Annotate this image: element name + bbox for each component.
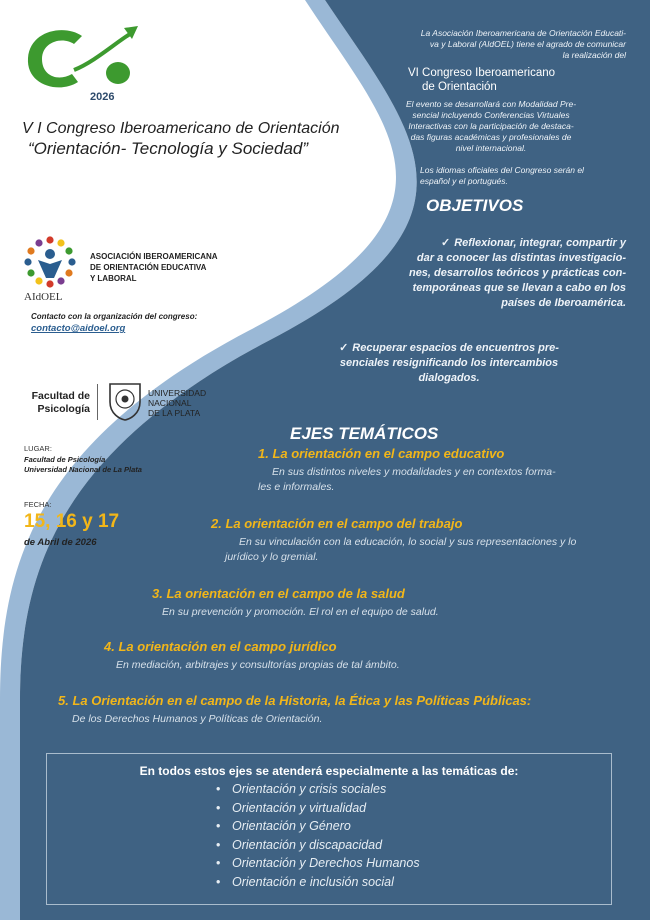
eje-desc-line: En su prevención y promoción. El rol en el equipo de salud. <box>162 606 439 618</box>
ejes-heading: EJES TEMÁTICOS <box>290 424 439 443</box>
intro-text <box>364 28 626 61</box>
intro-languages <box>400 165 600 187</box>
o-letter-shape <box>106 62 130 84</box>
unlp-seal-icon <box>106 380 144 422</box>
bullet-icon: • <box>216 874 221 889</box>
association-name-line: Y LABORAL <box>90 274 137 283</box>
checkmark-icon: ✓ <box>440 237 451 249</box>
list-item: • Orientación e inclusión social <box>216 873 516 892</box>
intro-lang-line: español y el portugués. <box>420 176 508 186</box>
eje-title: 2. La orientación en el campo del trabajo <box>211 516 463 531</box>
ring-orange-dot <box>65 269 72 276</box>
university-name-line: NACIONAL <box>148 398 192 408</box>
eje-desc-line: En sus distintos niveles y modalidades y en contextos forma- <box>272 466 556 478</box>
eje-title: 3. La orientación en el campo de la salud <box>152 586 405 601</box>
university-name-line: UNIVERSIDAD <box>148 388 207 398</box>
ring-purple-dot <box>57 277 64 284</box>
intro-desc-line: nivel internacional. <box>455 143 527 153</box>
checkmark-icon: ✓ <box>339 342 349 354</box>
lugar-value <box>24 455 224 475</box>
eje-desc-line: En mediación, arbitrajes y consultorías propias de tal ámbito. <box>116 659 400 671</box>
ring-yellow-dot <box>57 239 64 246</box>
bullet-icon: • <box>216 856 221 870</box>
eje-description <box>58 712 578 727</box>
eje-desc-line: les e informales. <box>258 481 335 493</box>
intro-lang-line: Los idiomas oficiales del Congreso serán el <box>420 165 584 175</box>
ring-blue-dot-2 <box>24 258 31 265</box>
ring-red-dot-2 <box>46 280 53 287</box>
eje-desc-line: jurídico y lo gremial. <box>225 551 319 563</box>
contact-label: Contacto con la organización del congreso: <box>31 312 198 321</box>
congress-motto: “Orientación- Tecnología y Sociedad” <box>28 139 309 158</box>
eje-title: 4. La orientación en el campo jurídico <box>104 639 337 654</box>
list-item: • Orientación y virtualidad <box>216 799 516 818</box>
objetivo-line: países de Iberoamérica. <box>501 297 626 309</box>
lugar-label: LUGAR: <box>24 444 52 453</box>
intro-line: La Asociación Iberoamericana de Orientación Educati- <box>420 28 626 38</box>
eje-title: 1. La orientación en el campo educativo <box>258 446 505 461</box>
faculty-name <box>22 390 90 416</box>
ring-red-dot <box>46 236 53 243</box>
ring-orange-dot-2 <box>27 247 34 254</box>
aidoel-logo <box>24 236 76 288</box>
lugar-line: Universidad Nacional de La Plata <box>24 465 142 474</box>
ring-purple-dot-2 <box>35 239 42 246</box>
objetivo-item <box>286 236 626 311</box>
eje-desc-line: En su vinculación con la educación, lo social y sus representaciones y lo <box>239 536 577 548</box>
university-name-line: DE LA PLATA <box>148 408 201 418</box>
eje-description <box>152 605 612 620</box>
list-item: • Orientación y Género <box>216 817 516 836</box>
aidoel-logo-text: AIdOEL <box>24 291 63 303</box>
fecha-label: FECHA: <box>24 500 52 509</box>
intro-title-line: VI Congreso Iberoamericano <box>408 67 556 79</box>
objetivo-line: dialogados. <box>418 372 480 384</box>
fecha-days: 15, 16 y 17 <box>24 511 120 532</box>
intro-congress-title <box>380 66 590 94</box>
figure-head-icon <box>45 249 55 259</box>
university-name <box>148 388 228 418</box>
intro-description <box>360 99 622 154</box>
intro-desc-line: sencial incluyendo Conferencias Virtuales <box>412 110 570 120</box>
contact-email-link[interactable]: contacto@aidoel.org <box>31 323 126 334</box>
eje-description <box>104 658 604 673</box>
bullet-icon: • <box>216 837 221 852</box>
lugar-line: Facultad de Psicología <box>24 455 106 464</box>
intro-desc-line: Interactivas con la participación de destaca- <box>408 121 574 131</box>
figure-body-icon <box>38 260 62 278</box>
objetivo-item <box>284 341 614 386</box>
intro-title-line: de Orientación <box>422 81 497 93</box>
ring-blue-dot <box>68 258 75 265</box>
ring-green-dot-2 <box>27 269 34 276</box>
intro-line: la realización del <box>562 50 626 60</box>
faculty-name-line: Facultad de <box>31 390 90 402</box>
association-name <box>90 251 240 284</box>
faculty-name-line: Psicología <box>37 403 90 415</box>
c-letter-shape <box>28 30 82 87</box>
association-name-line: DE ORIENTACIÓN EDUCATIVA <box>90 263 207 272</box>
bullet-icon: • <box>216 800 221 815</box>
bullet-icon: • <box>216 782 221 796</box>
tematicas-list <box>216 780 516 891</box>
logo-year: 2026 <box>90 91 115 103</box>
list-item: • Orientación y Derechos Humanos <box>216 854 516 873</box>
objetivo-line: ✓ Reflexionar, integrar, compartir y <box>440 237 626 249</box>
congress-name: V I Congreso Iberoamericano de Orientación <box>22 120 340 137</box>
objetivo-line: nes, desarrollos teóricos y prácticas con- <box>408 267 626 279</box>
objetivos-heading: OBJETIVOS <box>426 196 524 215</box>
eje-title: 5. La Orientación en el campo de la Historia, la Ética y las Políticas Públicas: <box>58 693 532 708</box>
intro-line: va y Laboral (AIdOEL) tiene el agrado de comunicar <box>429 39 626 49</box>
eje-desc-line: De los Derechos Humanos y Políticas de Orientación. <box>72 713 323 725</box>
objetivo-line: ✓ Recuperar espacios de encuentros pre- <box>339 342 559 354</box>
list-item: • Orientación y crisis sociales <box>216 780 516 799</box>
congress-logo <box>20 22 150 107</box>
tematicas-intro: En todos estos ejes se atenderá especialmente a las temáticas de: <box>139 764 519 778</box>
association-name-line: ASOCIACIÓN IBEROAMERICANA <box>90 252 218 261</box>
ring-yellow-dot-2 <box>35 277 42 284</box>
faculty-divider <box>97 384 98 420</box>
list-item: • Orientación y discapacidad <box>216 836 516 855</box>
seal-center-dot <box>122 396 129 403</box>
intro-desc-line: El evento se desarrollará con Modalidad Pre- <box>405 99 577 109</box>
bullet-icon: • <box>216 819 221 833</box>
objetivo-line: dar a conocer las distintas investigacio- <box>416 252 626 264</box>
fecha-month: de Abril de 2026 <box>24 537 97 548</box>
eje-description <box>258 465 628 495</box>
intro-desc-line: das figuras académicas y profesionales de <box>410 132 572 142</box>
objetivo-line: temporáneas que se llevan a cabo en los <box>412 282 626 294</box>
objetivo-line: senciales resignificando los intercambios <box>339 357 559 369</box>
eje-description <box>211 535 626 565</box>
ring-green-dot <box>65 247 72 254</box>
